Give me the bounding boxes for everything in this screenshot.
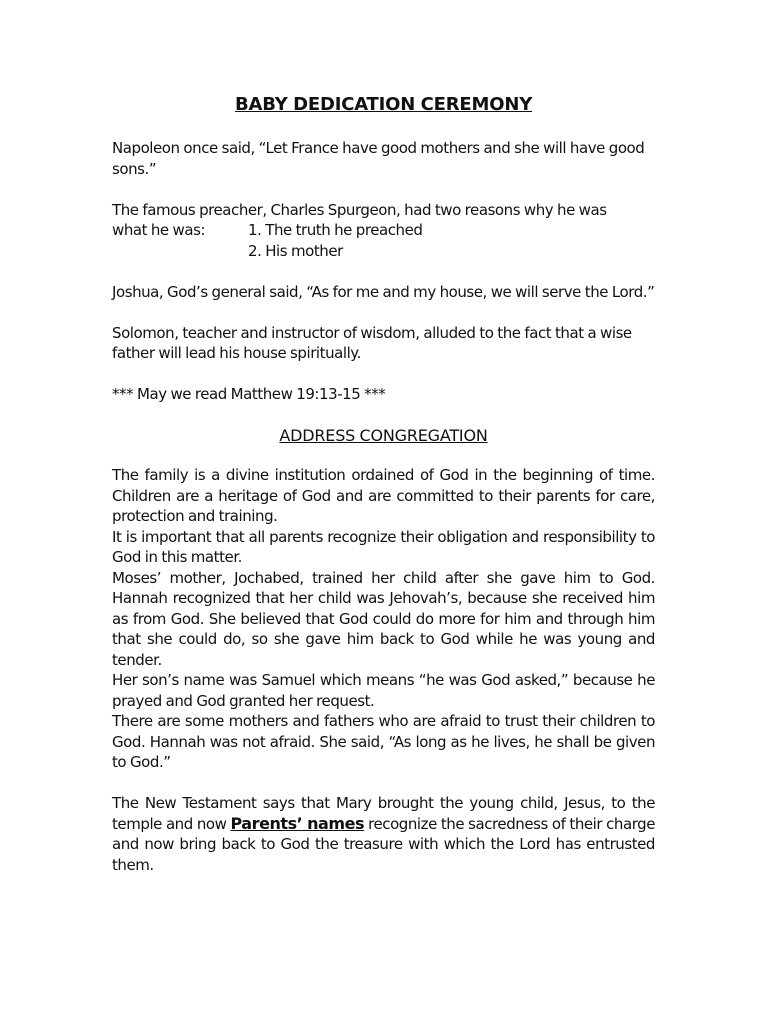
address-paragraph: There are some mothers and fathers who are afraid to trust their children to God. Hannah was not afraid. She said, “As long as he lives, he shall be given to God.” [112,712,655,771]
document-page [112,92,655,896]
address-paragraph: Moses’ mother, Jochabed, trained her child after she gave him to God. Hannah recognized that her child was Jehovah’s, because she received him as from God. She believed that God could do more for him and through him that she could do, so she gave him back to God while he was young and tender. [112,568,655,669]
reason-lead: what he was: [112,221,206,239]
parents-names-placeholder: Parents’ names [230,813,365,833]
nt-text-after: recognize the sacredness of their charge and now bring back to God the treasure with which the Lord has entrusted them. [112,814,656,874]
scripture-reading: *** May we read Matthew 19:13-15 *** [112,385,386,403]
joshua-quote: Joshua, God’s general said, “As for me and my house, we will serve the Lord.” [112,282,655,301]
spurgeon-reasons [112,200,655,262]
reason-item: 1. The truth he preached [248,221,423,239]
napoleon-quote: Napoleon once said, “Let France have good mothers and she will have good sons.” [112,139,645,178]
spurgeon-intro: The famous preacher, Charles Spurgeon, had two reasons why he was [112,200,607,219]
address-paragraph: Her son’s name was Samuel which means “he was God asked,” because he prayed and God granted her request. [112,671,655,710]
new-testament-paragraph [112,793,655,875]
document-title: BABY DEDICATION CEREMONY [234,94,533,115]
section-heading: ADDRESS CONGREGATION [279,426,488,445]
reason-item: 2. His mother [248,241,343,260]
address-block [112,465,655,773]
nt-text-before: The New Testament says that Mary brought the young child, Jesus, to the temple and now [112,794,655,833]
reason-row-2 [112,241,655,262]
reason-row-1 [112,220,655,241]
address-paragraph: It is important that all parents recognize their obligation and responsibility to God in this matter. [112,527,655,566]
solomon-paragraph: Solomon, teacher and instructor of wisdom, alluded to the fact that a wise father will lead his house spiritually. [112,323,632,362]
address-paragraph: The family is a divine institution ordained of God in the beginning of time. Children are a heritage of God and are committed to their parents for care, protection and training. [112,466,655,525]
